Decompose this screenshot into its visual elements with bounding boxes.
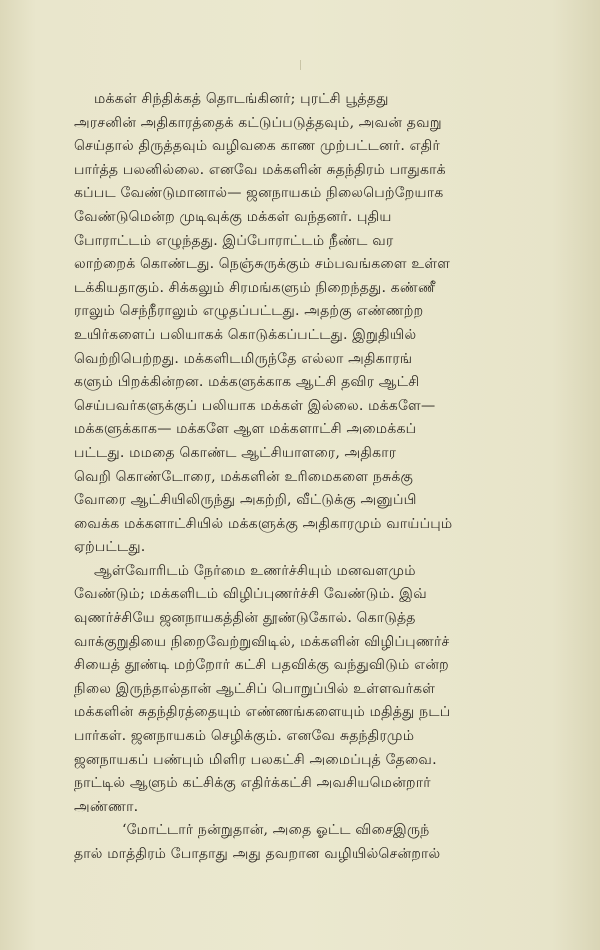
text-line: செய்பவர்களுக்குப் பலியாக மக்கள் இல்லை. மக்களே— [74,397,436,414]
text-line: வாக்குறுதியை நிறைவேற்றுவிடில், மக்களின் விழிப்புணர்ச் [74,633,450,650]
paragraph-2 [74,560,562,820]
text-line: வைக்க மக்களாட்சியில் மக்களுக்கு அதிகாரமும் வாய்ப்பும் [74,515,453,532]
text-line: ராலும் செந்நீராலும் எழுதப்பட்டது. அதற்கு எண்ணற்ற [74,303,424,320]
text-line: நாட்டில் ஆளும் கட்சிக்கு எதிர்க்கட்சி அவசியமென்றார் [74,775,431,792]
body-text [74,88,562,867]
text-line: ஆள்வோரிடம் நேர்மை உணர்ச்சியும் மனவளமும் [94,562,416,579]
text-line: மக்களுக்காக— மக்களே ஆள மக்களாட்சி அமைக்கப் [74,421,417,438]
text-line: சியைத் தூண்டி மற்றோர் கட்சி பதவிக்கு வந்துவிடும் என்ற [74,657,449,674]
text-line: ‘மோட்டார் நன்றுதான், அதை ஓட்ட விசைஇருந் [122,822,430,839]
text-line: செய்தால் திருத்தவும் வழிவகை காண முற்பட்டனர். எதிர் [74,138,440,155]
text-line: போராட்டம் எழுந்தது. இப்போராட்டம் நீண்ட வர [74,232,394,249]
text-line: வோரை ஆட்சியிலிருந்து அகற்றி, வீட்டுக்கு அனுப்பி [74,492,417,509]
text-line: பட்டது. மமதை கொண்ட ஆட்சியாளரை, அதிகார [74,444,397,461]
page-crease-mark [300,60,301,70]
text-line: தால் மாத்திரம் போதாது அது தவறான வழியில்சென்றால் [74,846,441,862]
text-line: மக்கள் சிந்திக்கத் தொடங்கினர்; புரட்சி பூத்தது [94,91,389,107]
text-line: வெறி கொண்டோரை, மக்களின் உரிமைகளை நசுக்கு [74,468,414,485]
text-line: நிலை இருந்தால்தான் ஆட்சிப் பொறுப்பில் உள்ளவர்கள் [74,680,436,697]
text-line: வெற்றிபெற்றது. மக்களிடமிருந்தே எல்லா அதிகாரங் [74,350,413,367]
text-line: வேண்டும்; மக்களிடம் விழிப்புணர்ச்சி வேண்டும். இவ் [74,586,427,603]
text-line: லாற்றைக் கொண்டது. நெஞ்சுருக்கும் சம்பவங்களை உள்ள [74,256,451,273]
text-line: அரசனின் அதிகாரத்தைக் கட்டுப்படுத்தவும், அவன் தவறு [74,114,442,131]
text-line: கப்பட வேண்டுமானால்— ஜனநாயகம் நிலைபெற்றேயாக [74,185,444,202]
text-line: ஏற்பட்டது. [74,539,146,556]
text-line: பார்த்த பலனில்லை. எனவே மக்களின் சுதந்திரம் பாதுகாக் [74,161,446,178]
paragraph-3 [74,819,562,866]
text-line: டக்கியதாகும். சிக்கலும் சிரமங்களும் நிறைந்தது. கண்ணீ [74,279,436,296]
text-line: வேண்டுமென்ற முடிவுக்கு மக்கள் வந்தனர். புதிய [74,208,392,225]
text-line: ஜனநாயகப் பண்பும் மிளிர பலகட்சி அமைப்புத் தேவை. [74,751,437,768]
text-line: மக்களின் சுதந்திரத்தையும் எண்ணங்களையும் மதித்து நடப் [74,704,451,721]
text-line: உயிர்களைப் பலியாகக் கொடுக்கப்பட்டது. இறுதியில் [74,326,417,343]
text-line: களும் பிறக்கின்றன. மக்களுக்காக ஆட்சி தவிர ஆட்சி [74,374,420,391]
text-line: அண்ணா. [74,798,139,815]
paragraph-1 [74,88,562,560]
text-line: வுணர்ச்சியே ஜனநாயகத்தின் தூண்டுகோல். கொடுத்த [74,610,416,627]
text-line: பார்கள். ஜனநாயகம் செழிக்கும். எனவே சுதந்திரமும் [74,728,415,745]
